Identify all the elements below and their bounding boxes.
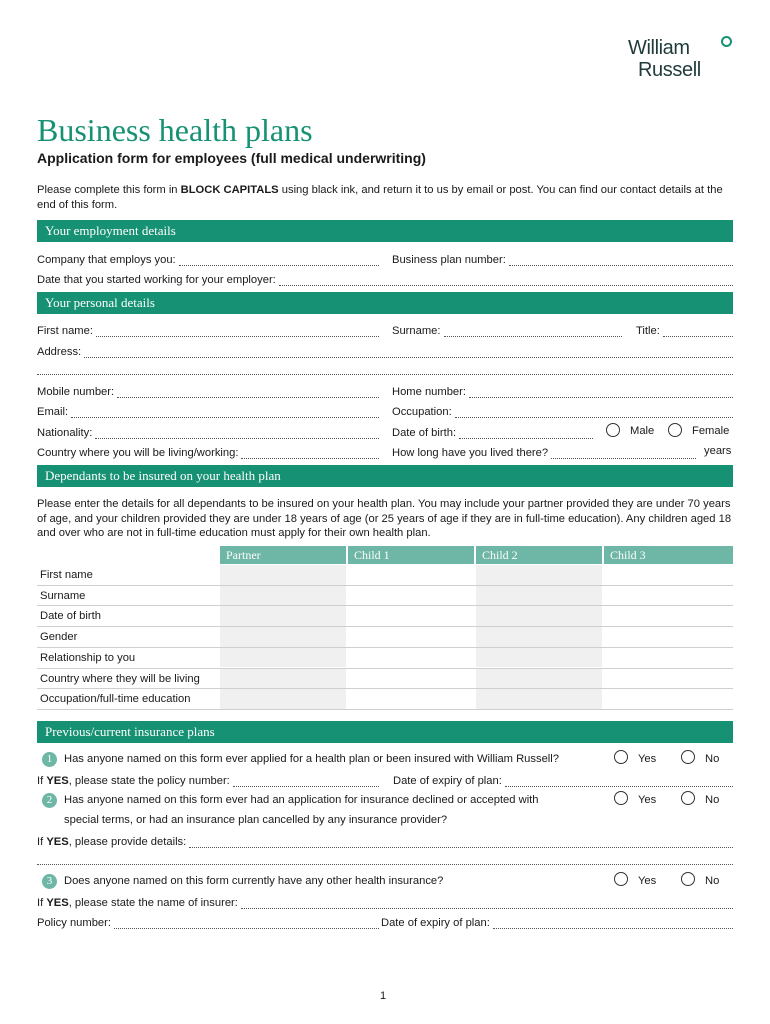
- business-plan-number-field[interactable]: Business plan number:: [392, 252, 733, 266]
- address-field[interactable]: Address:: [37, 344, 733, 358]
- question-2-text-line-1: Has anyone named on this form ever had an application for insurance declined or accepted with: [64, 794, 539, 806]
- logo-ring-icon: [721, 36, 732, 47]
- table-row-label: First name: [40, 569, 93, 581]
- table-cell[interactable]: [476, 565, 602, 585]
- table-cell[interactable]: [476, 606, 602, 626]
- table-row-label: Country where they will be living: [40, 672, 200, 685]
- female-label: Female: [692, 425, 730, 437]
- q1-no-radio[interactable]: [681, 750, 695, 764]
- company-field[interactable]: Company that employs you:: [37, 252, 379, 266]
- question-2-number: 2: [42, 793, 57, 808]
- q2-no-label: No: [705, 794, 720, 806]
- intro-text: Please complete this form in BLOCK CAPITALS using black ink, and return it to us by email or post. You can find our contact details at the end of this form.: [37, 184, 723, 211]
- table-row-label: Occupation/full-time education: [40, 693, 191, 706]
- table-row-divider: [37, 647, 733, 648]
- dependants-instructions: Please enter the details for all dependants to be insured on your health plan. You may include your partner provided they are under 70 years of age, and your children provided they are under 18 years of age (or 25 years of age if they are in full-time education). Any children aged 18 and over who are not in full-time education must apply for their own health plan.: [37, 498, 732, 539]
- q2-yes-radio[interactable]: [614, 791, 628, 805]
- table-cell[interactable]: [220, 669, 346, 689]
- table-row-divider: [37, 709, 733, 710]
- table-cell[interactable]: [220, 627, 346, 647]
- q2-details-field[interactable]: If YES, please provide details:: [37, 834, 733, 848]
- first-name-field[interactable]: First name:: [37, 323, 379, 337]
- table-cell[interactable]: [220, 586, 346, 606]
- surname-field[interactable]: Surname:: [392, 323, 622, 337]
- q1-policy-number-field[interactable]: If YES, please state the policy number:: [37, 773, 379, 787]
- q2-no-radio[interactable]: [681, 791, 695, 805]
- william-russell-logo: [628, 36, 738, 84]
- q1-no-label: No: [705, 753, 720, 765]
- col-partner: Partner: [220, 546, 346, 564]
- occupation-field[interactable]: Occupation:: [392, 404, 733, 418]
- table-row-label: Surname: [40, 589, 86, 602]
- table-row-divider: [37, 668, 733, 669]
- female-radio[interactable]: [668, 423, 682, 437]
- employment-start-date-field[interactable]: Date that you started working for your employer:: [37, 272, 733, 286]
- page-number: 1: [380, 990, 387, 1002]
- q2-details-line-2[interactable]: [37, 864, 733, 865]
- table-row-label: Gender: [40, 631, 78, 644]
- q3-no-radio[interactable]: [681, 872, 695, 886]
- table-row-divider: [37, 585, 733, 586]
- section-insurance-header: Previous/current insurance plans: [37, 721, 733, 743]
- q3-no-label: No: [705, 875, 720, 887]
- logo-line-1: William: [628, 37, 690, 59]
- title-field[interactable]: Title:: [636, 323, 733, 337]
- question-2-text-line-2: special terms, or had an insurance plan cancelled by any insurance provider?: [64, 814, 448, 826]
- table-cell[interactable]: [476, 669, 602, 689]
- how-long-lived-field[interactable]: How long have you lived there?: [392, 445, 696, 459]
- section-dependants-header: Dependants to be insured on your health plan: [37, 465, 733, 487]
- table-cell[interactable]: [220, 565, 346, 585]
- question-3-text: Does anyone named on this form currently have any other health insurance?: [64, 875, 444, 887]
- table-row-divider: [37, 626, 733, 627]
- table-cell[interactable]: [476, 648, 602, 668]
- nationality-field[interactable]: Nationality:: [37, 425, 379, 439]
- table-cell[interactable]: [220, 689, 346, 709]
- col-child-3: Child 3: [604, 546, 733, 564]
- email-field[interactable]: Email:: [37, 404, 379, 418]
- home-number-field[interactable]: Home number:: [392, 384, 733, 398]
- q3-yes-radio[interactable]: [614, 872, 628, 886]
- col-child-1: Child 1: [348, 546, 474, 564]
- table-cell[interactable]: [220, 606, 346, 626]
- col-child-2: Child 2: [476, 546, 602, 564]
- q3-policy-number-field[interactable]: Policy number:: [37, 915, 379, 929]
- years-label: years: [704, 445, 732, 457]
- male-label: Male: [630, 425, 655, 437]
- address-line-2[interactable]: [37, 374, 733, 375]
- q3-yes-label: Yes: [638, 875, 657, 887]
- table-cell[interactable]: [476, 689, 602, 709]
- question-1-number: 1: [42, 752, 57, 767]
- q3-insurer-name-field[interactable]: If YES, please state the name of insurer:: [37, 895, 733, 909]
- date-of-birth-field[interactable]: Date of birth:: [392, 425, 593, 439]
- table-cell[interactable]: [476, 586, 602, 606]
- q3-expiry-date-field[interactable]: Date of expiry of plan:: [381, 915, 733, 929]
- mobile-number-field[interactable]: Mobile number:: [37, 384, 379, 398]
- q1-yes-radio[interactable]: [614, 750, 628, 764]
- table-row-label: Date of birth: [40, 610, 101, 623]
- page-subtitle: Application form for employees (full medical underwriting): [37, 150, 426, 166]
- section-personal-header: Your personal details: [37, 292, 733, 314]
- page-title: Business health plans: [37, 112, 313, 148]
- table-row-label: Relationship to you: [40, 651, 136, 664]
- table-cell[interactable]: [220, 648, 346, 668]
- male-radio[interactable]: [606, 423, 620, 437]
- section-employment-header: Your employment details: [37, 220, 733, 242]
- question-1-text: Has anyone named on this form ever applied for a health plan or been insured with William Russell?: [64, 753, 559, 765]
- table-cell[interactable]: [476, 627, 602, 647]
- table-row-divider: [37, 605, 733, 606]
- q1-expiry-date-field[interactable]: Date of expiry of plan:: [393, 773, 733, 787]
- q2-yes-label: Yes: [638, 794, 657, 806]
- country-living-field[interactable]: Country where you will be living/working:: [37, 445, 379, 459]
- question-3-number: 3: [42, 874, 57, 889]
- q1-yes-label: Yes: [638, 753, 657, 765]
- logo-line-2: Russell: [638, 59, 701, 81]
- table-row-divider: [37, 688, 733, 689]
